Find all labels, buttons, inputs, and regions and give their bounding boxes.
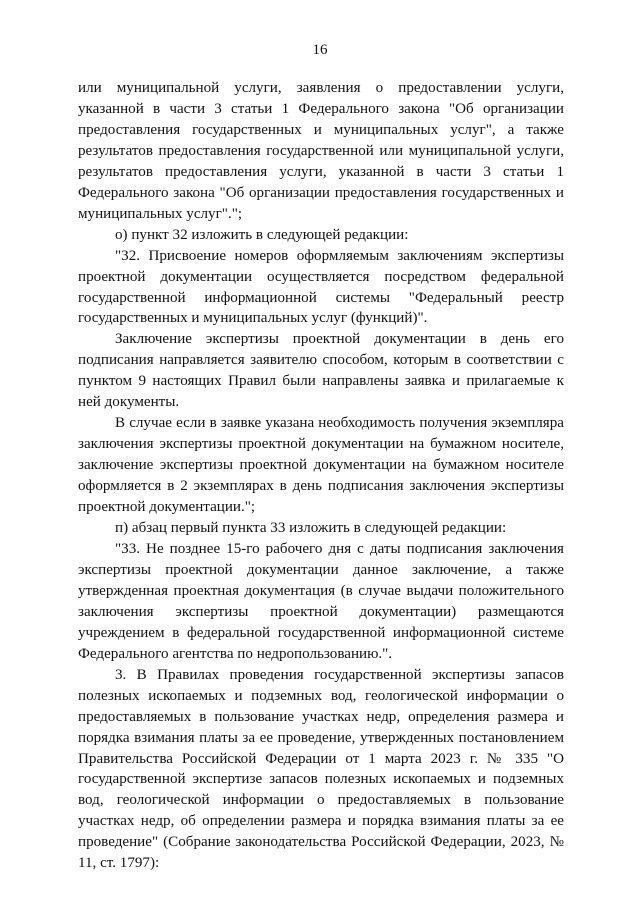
paragraph-clause-33: "33. Не позднее 15-го рабочего дня с даты подписания заключения экспертизы проектной документации данное заключение, а также утвержденная проектная документация (в случае выдачи положительного заключения экспертизы проектной документации) размещаются учреждением в федеральной государственной информационной системе Федерального агентства по недропользованию.".	[78, 540, 564, 662]
paragraph-item-o: о) пункт 32 изложить в следующей редакции:	[115, 226, 409, 243]
document-body	[78, 78, 564, 874]
paragraph-paper-copy: В случае если в заявке указана необходимость получения экземпляра заключения экспертизы проектной документации на бумажном носителе, заключение экспертизы проектной документации на бумажном носителе оформляется в 2 экземплярах в день подписания заключения экспертизы проектной документации.";	[78, 415, 564, 516]
paragraph-clause-32: "32. Присвоение номеров оформляемым заключениям экспертизы проектной документации осуществляется посредством федеральной государственной информационной системы "Федеральный реестр государственных и муниципальных услуг (функций)".	[78, 247, 564, 327]
paragraph-conclusion-delivery: Заключение экспертизы проектной документации в день его подписания направляется заявителю способом, которым в соответствии с пунктом 9 настоящих Правил были направлены заявка и прилагаемые к ней документы.	[78, 331, 564, 411]
page-number: 16	[312, 42, 328, 58]
paragraph-item-p: п) абзац первый пункта 33 изложить в следующей редакции:	[115, 520, 507, 537]
paragraph-section-3: 3. В Правилах проведения государственной экспертизы запасов полезных ископаемых и подземных вод, геологической информации о предоставляемых в пользование участках недр, определения размера и порядка взимания платы за ее проведение, утвержденных постановлением Правительства Российской Федерации от 1 марта 2023 г. № 335 "О государственной экспертизе запасов полезных ископаемых и подземных вод, геологической информации о предоставляемых в пользование участках недр, об определении размера и порядка взимания платы за ее проведение" (Собрание законодательства Российской Федерации, 2023, № 11, ст. 1797):	[78, 666, 564, 872]
paragraph-continuation: или муниципальной услуги, заявления о предоставлении услуги, указанной в части 3 статьи 1 Федерального закона "Об организации предоставления государственных и муниципальных услуг", а также результатов предоставления государственной или муниципальной услуги, результатов предоставления услуги, указанной в части 3 статьи 1 Федерального закона "Об организации предоставления государственных и муниципальных услуг".";	[78, 80, 564, 222]
